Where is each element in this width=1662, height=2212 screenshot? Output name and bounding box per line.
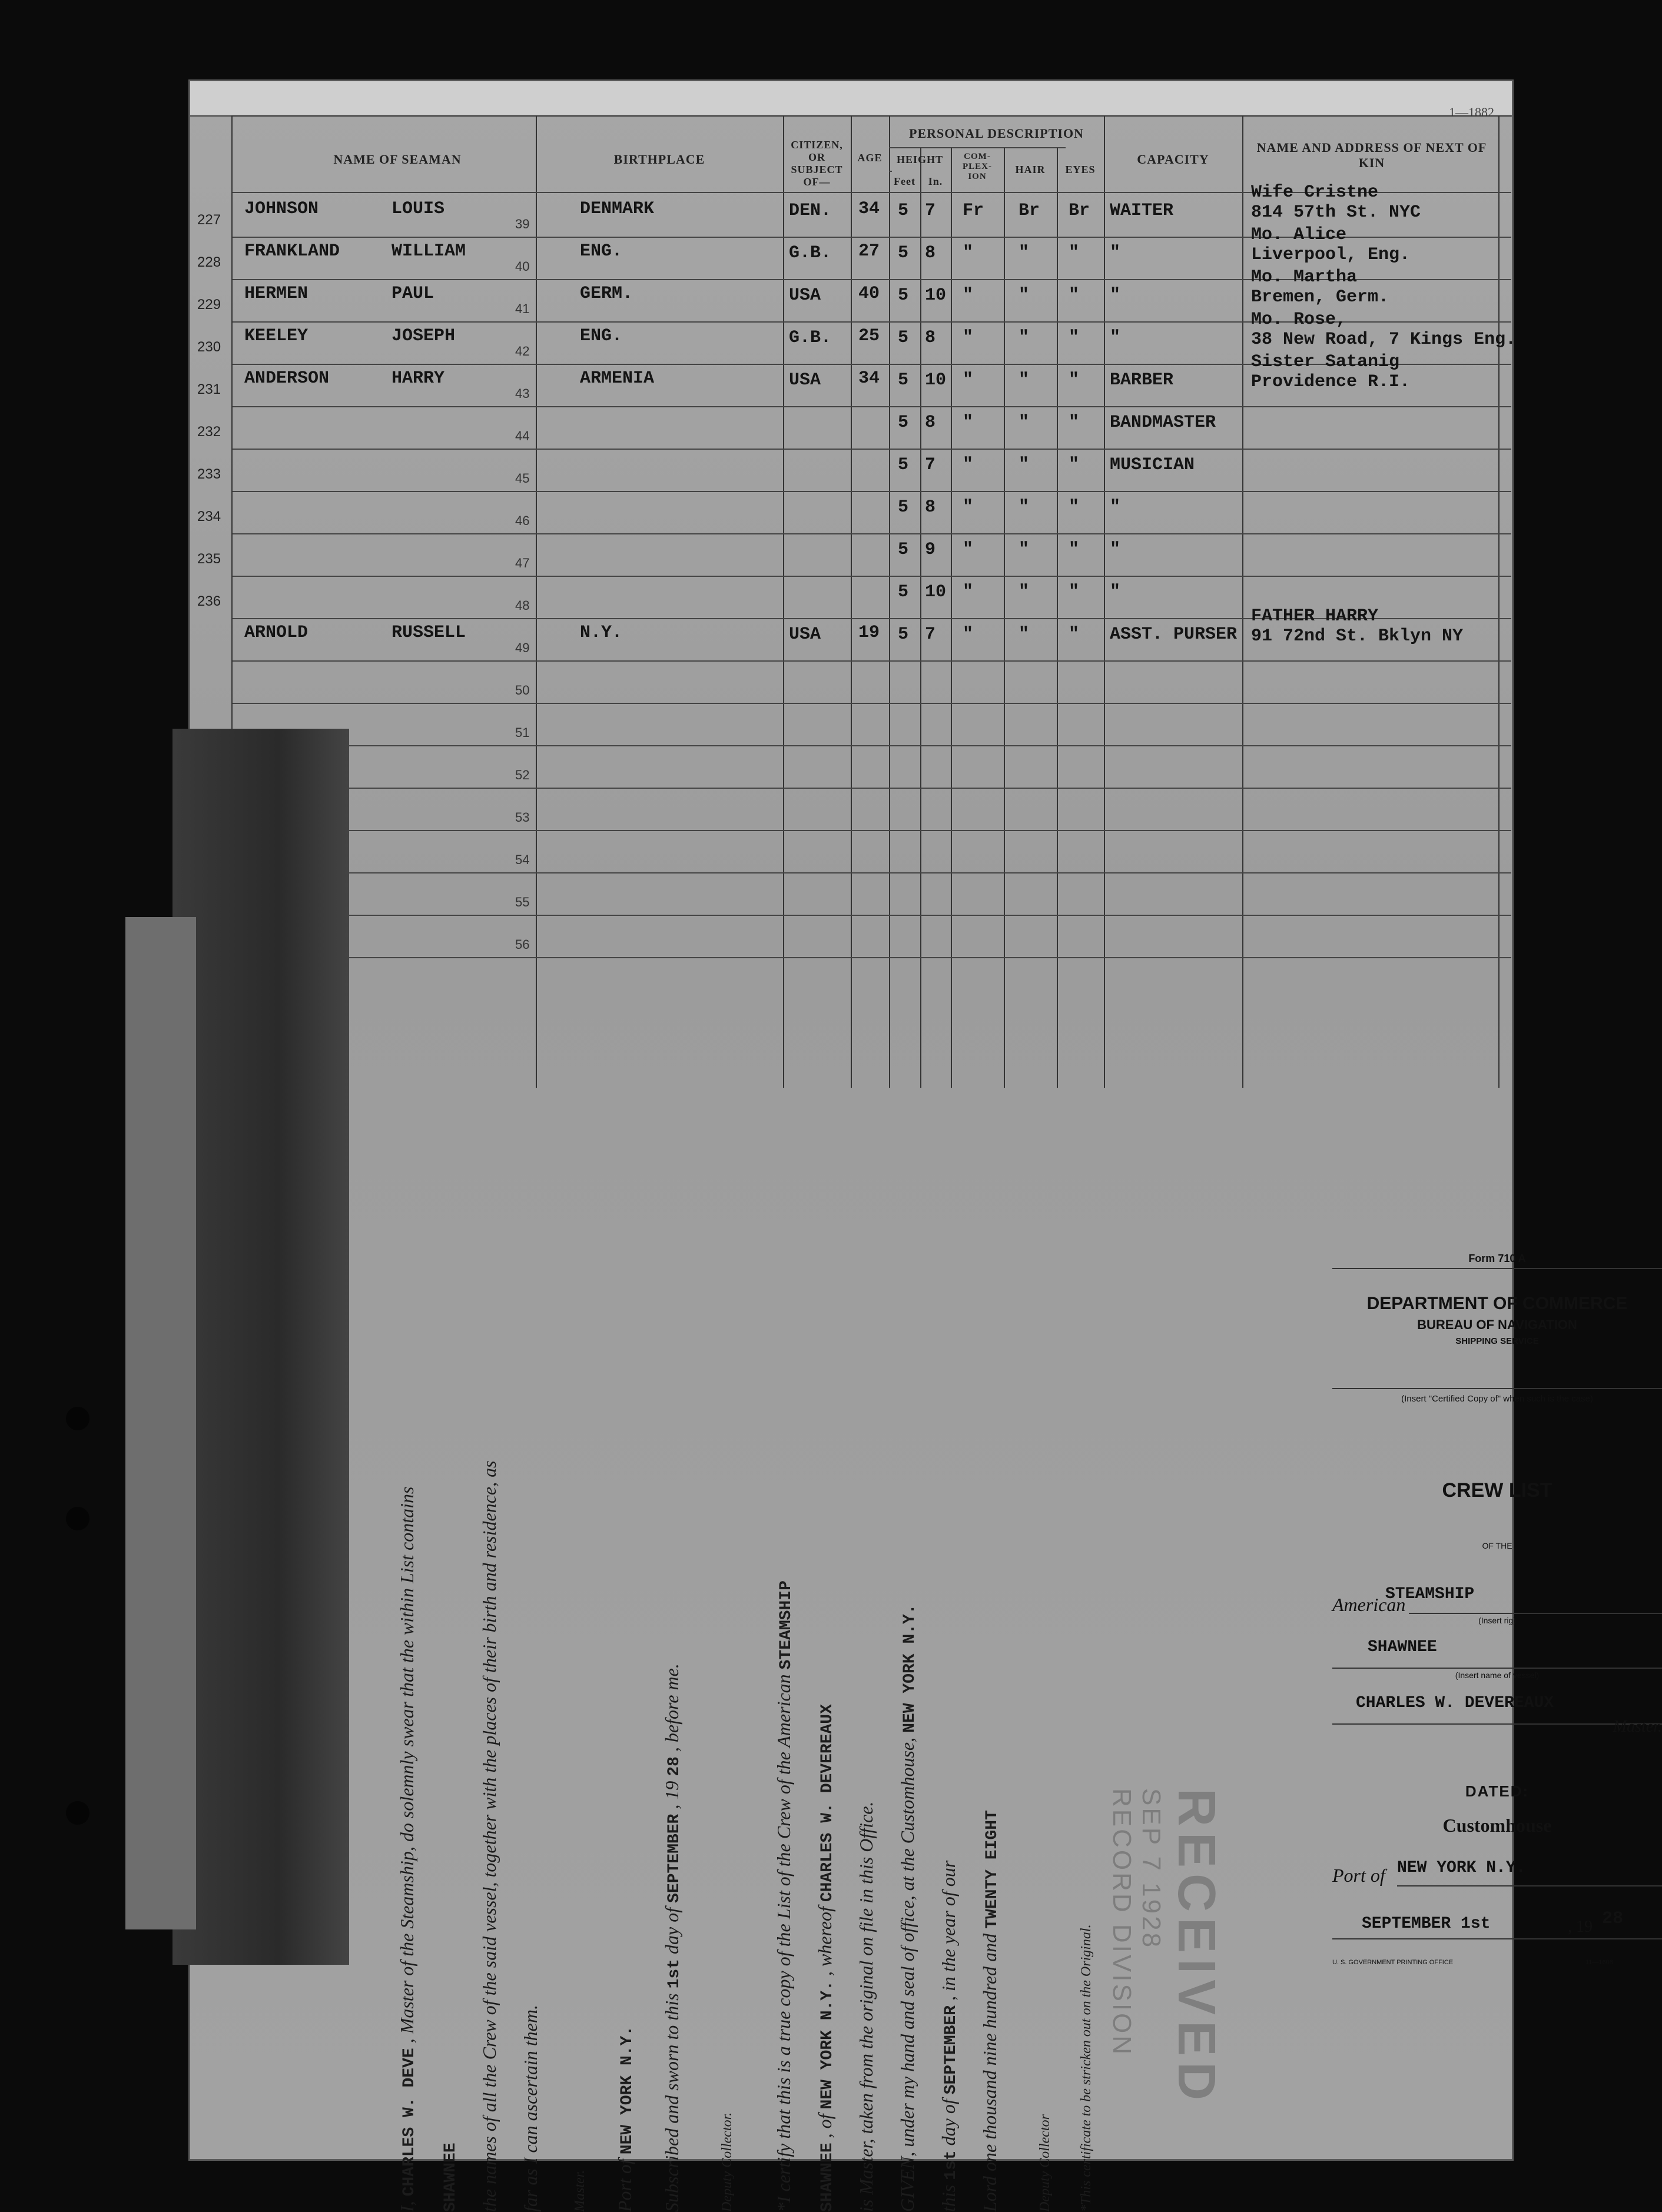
col-line <box>920 147 921 1088</box>
row-rule <box>233 449 1511 450</box>
form-insert-rig: (Insert rig) <box>1478 1616 1516 1625</box>
cert-port-fill: NEW YORK N.Y. <box>818 1981 837 2110</box>
row-number: 236 <box>197 593 221 609</box>
cert-text: I, <box>396 2201 417 2212</box>
capacity: ASST. PURSER <box>1110 625 1238 645</box>
form-title: CREW LIST <box>1442 1479 1552 1502</box>
kin-name: FATHER HARRY <box>1251 606 1379 626</box>
capacity: " <box>1110 285 1121 305</box>
capacity: BARBER <box>1110 370 1174 390</box>
kin-address: 814 57th St. NYC <box>1251 202 1421 222</box>
line-number: 44 <box>515 429 530 443</box>
form-port: NEW YORK N.Y. <box>1397 1859 1526 1877</box>
form-american: American <box>1332 1594 1406 1615</box>
form-bureau: BUREAU OF NAVIGATION <box>1417 1317 1577 1332</box>
certificate-line <box>814 1704 837 2212</box>
line-number: 50 <box>515 683 530 698</box>
line-number: 54 <box>515 852 530 867</box>
row-rule <box>233 872 1511 873</box>
line-number: 48 <box>515 598 530 613</box>
height-inches: 8 <box>925 497 936 517</box>
form-customhouse: Customhouse <box>1442 1815 1552 1836</box>
cert-year-words-fill: TWENTY EIGHT <box>983 1810 1001 1929</box>
capacity: BANDMASTER <box>1110 413 1216 433</box>
cert-text: this <box>938 2184 959 2212</box>
cert-year-fill: 28 <box>665 1756 684 1776</box>
row-number: 228 <box>197 254 221 270</box>
certificate-line <box>567 2170 589 2212</box>
height-feet: 5 <box>898 497 909 517</box>
height-feet: 5 <box>898 201 909 221</box>
age: 27 <box>858 241 880 261</box>
hair: " <box>1019 328 1030 348</box>
stamp-date: SEP 7 1928 <box>1137 1788 1166 1950</box>
line-number: 52 <box>515 768 530 782</box>
form-of-the: OF THE <box>1482 1541 1512 1550</box>
top-strip <box>190 81 1512 117</box>
age: 19 <box>858 623 880 643</box>
capacity: WAITER <box>1110 201 1174 221</box>
form-rule <box>1397 1885 1662 1886</box>
capacity: MUSICIAN <box>1110 455 1195 475</box>
form-printer-code: 11—1608 <box>1585 1959 1613 1966</box>
form-rule <box>1332 1668 1662 1669</box>
seaman-given-name: JOSEPH <box>392 326 456 346</box>
height-feet: 5 <box>898 243 909 263</box>
line-number: 45 <box>515 471 530 486</box>
header-eyes: EYES <box>1065 164 1096 175</box>
hair: " <box>1019 243 1030 263</box>
citizenship: USA <box>789 370 821 390</box>
cert-text: day of <box>938 2099 959 2146</box>
received-stamp <box>1107 1788 1226 2106</box>
cert-footnote: *This certificate to be stricken out on the Original. <box>1079 1924 1094 2212</box>
certificate-line <box>661 1663 684 2212</box>
header-kin: NAME AND ADDRESS OF NEXT OF KIN <box>1256 140 1487 170</box>
cert-text: , 19 <box>661 1781 682 1809</box>
line-number: 41 <box>515 301 530 316</box>
cert-text: GIVEN, under my hand and seal of office, at the Customhouse, <box>897 1737 918 2212</box>
hair: Br <box>1019 201 1040 221</box>
eyes: " <box>1069 455 1080 475</box>
height-feet: 5 <box>898 582 909 602</box>
line-number: 56 <box>515 937 530 952</box>
certificate-line <box>520 2005 542 2212</box>
complexion: " <box>963 285 974 305</box>
punch-hole <box>66 1801 89 1825</box>
seaman-surname: FRANKLAND <box>244 241 340 261</box>
eyes: " <box>1069 328 1080 348</box>
cert-port-fill: NEW YORK N.Y. <box>901 1604 919 1733</box>
col-line <box>1104 117 1105 1088</box>
form-cover-panel <box>1332 1253 1662 1994</box>
line-number: 39 <box>515 217 530 231</box>
kin-name: Mo. Alice <box>1251 225 1347 245</box>
row-number: 231 <box>197 381 221 397</box>
citizenship: DEN. <box>789 201 832 221</box>
citizenship: G.B. <box>789 243 832 263</box>
cert-text: the names of all the Crew of the said vessel, together with the places of their birth and residence, as <box>479 1460 500 2212</box>
header-name: NAME OF SEAMAN <box>333 152 462 167</box>
hair: " <box>1019 540 1030 560</box>
birthplace: N.Y. <box>580 623 623 643</box>
height-feet: 5 <box>898 285 909 305</box>
hair: " <box>1019 455 1030 475</box>
height-inches: 9 <box>925 540 936 560</box>
punch-hole <box>66 1507 89 1530</box>
hair: " <box>1019 582 1030 602</box>
header-personal: PERSONAL DESCRIPTION <box>909 126 1084 141</box>
certificate-line <box>979 1810 1001 2212</box>
height-inches: 10 <box>925 370 947 390</box>
form-master-label: Master. <box>1613 1718 1662 1736</box>
header-rule <box>889 147 1066 148</box>
age: 34 <box>858 199 880 219</box>
torn-paper-flap <box>125 917 196 1929</box>
eyes: " <box>1069 497 1080 517</box>
form-port-label: Port of <box>1332 1865 1385 1886</box>
form-service: SHIPPING SERVICE <box>1455 1336 1539 1346</box>
age: 40 <box>858 284 880 304</box>
certificate-line <box>897 1604 919 2212</box>
complexion: " <box>963 413 974 433</box>
col-line <box>889 117 890 1088</box>
cert-text: far as I can ascertain them. <box>520 2005 541 2212</box>
certificate-line <box>773 1580 795 2212</box>
line-number: 42 <box>515 344 530 358</box>
cert-master-label: Master. <box>572 2170 588 2212</box>
crew-table <box>197 115 1517 1088</box>
capacity: " <box>1110 582 1121 602</box>
complexion: " <box>963 625 974 645</box>
col-line <box>1498 117 1500 1088</box>
citizenship: G.B. <box>789 328 832 348</box>
form-insert-cert: (Insert "Certified Copy of" when such is the case) <box>1401 1394 1593 1404</box>
cert-master-fill: CHARLES W. DEVE <box>400 2048 419 2197</box>
col-line <box>1004 147 1005 1088</box>
certificate-line <box>938 1861 960 2212</box>
line-number: 49 <box>515 640 530 655</box>
seaman-given-name: HARRY <box>392 368 445 388</box>
certificate-line <box>1073 1924 1095 2212</box>
form-insert-vessel: (Insert name of vessel) <box>1455 1670 1540 1680</box>
eyes: " <box>1069 285 1080 305</box>
cert-master-fill: CHARLES W. DEVEREAUX <box>818 1704 837 1902</box>
height-feet: 5 <box>898 413 909 433</box>
cert-text: , before me. <box>661 1663 682 1752</box>
cert-text: Subscribed and sworn to this <box>661 1993 682 2212</box>
eyes: " <box>1069 243 1080 263</box>
kin-address: 91 72nd St. Bklyn NY <box>1251 626 1464 646</box>
cert-text: , whereof <box>814 1907 835 1977</box>
seaman-surname: JOHNSON <box>244 199 319 219</box>
header-birthplace: BIRTHPLACE <box>613 152 705 167</box>
form-year-prefix: , 19 <box>1568 1918 1593 1936</box>
age: 25 <box>858 326 880 346</box>
birthplace: ARMENIA <box>580 368 655 388</box>
form-dept: DEPARTMENT OF COMMERCE <box>1366 1294 1628 1313</box>
cert-deputy-label: Deputy Collector. <box>719 2112 735 2212</box>
row-rule <box>233 660 1511 662</box>
kin-name: Wife Cristne <box>1251 182 1379 202</box>
birthplace: DENMARK <box>580 199 655 219</box>
kin-name: Mo. Martha <box>1251 267 1358 287</box>
row-number: 230 <box>197 339 221 355</box>
cert-text: Lord one thousand nine hundred and <box>979 1933 1000 2212</box>
row-number: 233 <box>197 466 221 482</box>
hair: " <box>1019 497 1030 517</box>
header-complexion: COM- PLEX- ION <box>963 152 992 181</box>
line-number: 43 <box>515 386 530 401</box>
cert-day-fill: 1st <box>665 1959 684 1989</box>
cert-vessel-fill: SHAWNEE <box>442 2143 460 2212</box>
header-capacity: CAPACITY <box>1137 152 1209 167</box>
height-feet: 5 <box>898 370 909 390</box>
eyes: " <box>1069 370 1080 390</box>
capacity: " <box>1110 497 1121 517</box>
col-line <box>536 117 537 1088</box>
height-inches: 7 <box>925 455 936 475</box>
document-sheet <box>188 79 1662 2212</box>
header-citizen: CITIZEN, OR SUBJECT OF— <box>791 139 843 188</box>
form-rig: STEAMSHIP <box>1385 1585 1475 1603</box>
col-line <box>1057 147 1058 1088</box>
col-line <box>951 147 952 1088</box>
age: 34 <box>858 368 880 388</box>
complexion: " <box>963 370 974 390</box>
row-rule <box>233 576 1511 577</box>
height-inches: 8 <box>925 243 936 263</box>
row-rule <box>233 703 1511 704</box>
form-rule <box>1409 1613 1662 1614</box>
line-number: 40 <box>515 259 530 274</box>
complexion: " <box>963 582 974 602</box>
kin-address: 38 New Road, 7 Kings Eng. <box>1251 330 1517 350</box>
seaman-given-name: RUSSELL <box>392 623 466 643</box>
capacity: " <box>1110 243 1121 263</box>
header-height: HEIGHT <box>896 154 944 165</box>
cert-deputy-label: Deputy Collector <box>1037 2114 1053 2212</box>
col-line <box>783 117 784 1088</box>
header-age: AGE <box>857 152 883 164</box>
eyes: " <box>1069 625 1080 645</box>
kin-name: Sister Satanig <box>1251 352 1400 372</box>
certificate-line <box>614 2026 636 2212</box>
form-year: 28 <box>1602 1909 1624 1929</box>
birthplace: ENG. <box>580 326 623 346</box>
line-number: 51 <box>515 725 530 740</box>
eyes: " <box>1069 582 1080 602</box>
height-feet: 5 <box>898 328 909 348</box>
seaman-given-name: WILLIAM <box>392 241 466 261</box>
line-number: 46 <box>515 513 530 528</box>
form-rule <box>1332 1938 1662 1939</box>
eyes: Br <box>1069 201 1090 221</box>
cert-month-fill: SEPTEMBER <box>665 1814 684 1903</box>
capacity: " <box>1110 328 1121 348</box>
height-inches: 8 <box>925 413 936 433</box>
certificate-line <box>714 2113 736 2212</box>
seaman-given-name: PAUL <box>392 284 434 304</box>
form-dated: DATED: <box>1465 1782 1530 1800</box>
row-rule <box>233 406 1511 407</box>
height-feet: 5 <box>898 455 909 475</box>
cert-text: day of <box>661 1907 682 1954</box>
hair: " <box>1019 625 1030 645</box>
cert-text: is Master, taken from the original on file in this Office. <box>855 1801 877 2212</box>
kin-address: Liverpool, Eng. <box>1251 245 1411 265</box>
height-inches: 10 <box>925 285 947 305</box>
stamp-division: RECORD DIVISION <box>1107 1788 1136 2057</box>
height-feet: 5 <box>898 540 909 560</box>
form-master-name: CHARLES W. DEVEREAUX <box>1356 1694 1554 1712</box>
seaman-surname: KEELEY <box>244 326 308 346</box>
citizenship: USA <box>789 625 821 645</box>
seaman-surname: HERMEN <box>244 284 308 304</box>
eyes: " <box>1069 413 1080 433</box>
torn-paper-overlay <box>172 729 349 1965</box>
cert-text: , in the year of our <box>938 1860 959 2001</box>
header-feet: Feet <box>894 175 915 187</box>
hair: " <box>1019 370 1030 390</box>
hair: " <box>1019 413 1030 433</box>
cert-text: , Master of the Steamship, do solemnly swear that the within List contains <box>396 1486 417 2044</box>
punch-hole <box>66 1407 89 1430</box>
height-inches: 7 <box>925 201 936 221</box>
certificate-line <box>396 1487 419 2212</box>
complexion: " <box>963 243 974 263</box>
cert-rig-fill: STEAMSHIP <box>777 1580 795 1670</box>
row-number: 232 <box>197 424 221 440</box>
col-line <box>851 117 852 1088</box>
certificate-line <box>855 1802 877 2212</box>
capacity: " <box>1110 540 1121 560</box>
row-number: 227 <box>197 212 221 228</box>
cert-text: *I certify that this is a true copy of the List of the Crew of the American <box>773 1674 794 2212</box>
cert-text: , of <box>814 2114 835 2138</box>
hair: " <box>1019 285 1030 305</box>
complexion: " <box>963 497 974 517</box>
kin-name: Mo. Rose, <box>1251 310 1347 330</box>
kin-address: Providence R.I. <box>1251 372 1411 392</box>
cert-day-fill: 1st <box>942 2150 960 2180</box>
form-vessel: SHAWNEE <box>1368 1638 1437 1656</box>
complexion: " <box>963 328 974 348</box>
citizenship: USA <box>789 285 821 305</box>
cert-month-fill: SEPTEMBER <box>942 2005 960 2095</box>
height-inches: 10 <box>925 582 947 602</box>
complexion: " <box>963 455 974 475</box>
kin-address: Bremen, Germ. <box>1251 287 1389 307</box>
height-feet: 5 <box>898 625 909 645</box>
header-rule <box>889 171 892 172</box>
birthplace: GERM. <box>580 284 633 304</box>
seaman-surname: ANDERSON <box>244 368 330 388</box>
birthplace: ENG. <box>580 241 623 261</box>
row-rule <box>233 745 1511 746</box>
certificate-line <box>479 1460 500 2212</box>
cert-vessel-fill: SHAWNEE <box>818 2143 837 2212</box>
cert-port-fill: NEW YORK N.Y. <box>618 2025 636 2155</box>
row-number: 235 <box>197 551 221 567</box>
cert-text: Port of <box>614 2159 635 2212</box>
complexion: Fr <box>963 201 984 221</box>
form-corner-number: 1—1882 <box>1449 105 1494 119</box>
row-rule <box>233 915 1511 916</box>
form-printer: U. S. GOVERNMENT PRINTING OFFICE <box>1332 1959 1454 1966</box>
line-number: 47 <box>515 556 530 570</box>
complexion: " <box>963 540 974 560</box>
row-rule <box>233 830 1511 831</box>
seaman-given-name: LOUIS <box>392 199 445 219</box>
certificate-line <box>437 2143 460 2212</box>
height-inches: 8 <box>925 328 936 348</box>
col-line <box>1242 117 1243 1088</box>
stamp-received: RECEIVED <box>1167 1788 1226 2107</box>
form-number: Form 710 A <box>1468 1253 1526 1264</box>
row-rule <box>233 957 1511 958</box>
row-rule <box>233 788 1511 789</box>
row-rule <box>233 491 1511 492</box>
certificate-line <box>1032 2114 1054 2212</box>
eyes: " <box>1069 540 1080 560</box>
row-number: 229 <box>197 297 221 313</box>
row-rule <box>233 533 1511 534</box>
line-number: 55 <box>515 895 530 909</box>
header-in: In. <box>928 175 943 187</box>
row-number: 234 <box>197 509 221 524</box>
line-number: 53 <box>515 810 530 825</box>
seaman-surname: ARNOLD <box>244 623 308 643</box>
form-rule <box>1332 1268 1662 1269</box>
form-date: SEPTEMBER 1st <box>1362 1915 1491 1933</box>
form-rule <box>1332 1388 1662 1389</box>
height-inches: 7 <box>925 625 936 645</box>
header-hair: HAIR <box>1015 164 1046 175</box>
